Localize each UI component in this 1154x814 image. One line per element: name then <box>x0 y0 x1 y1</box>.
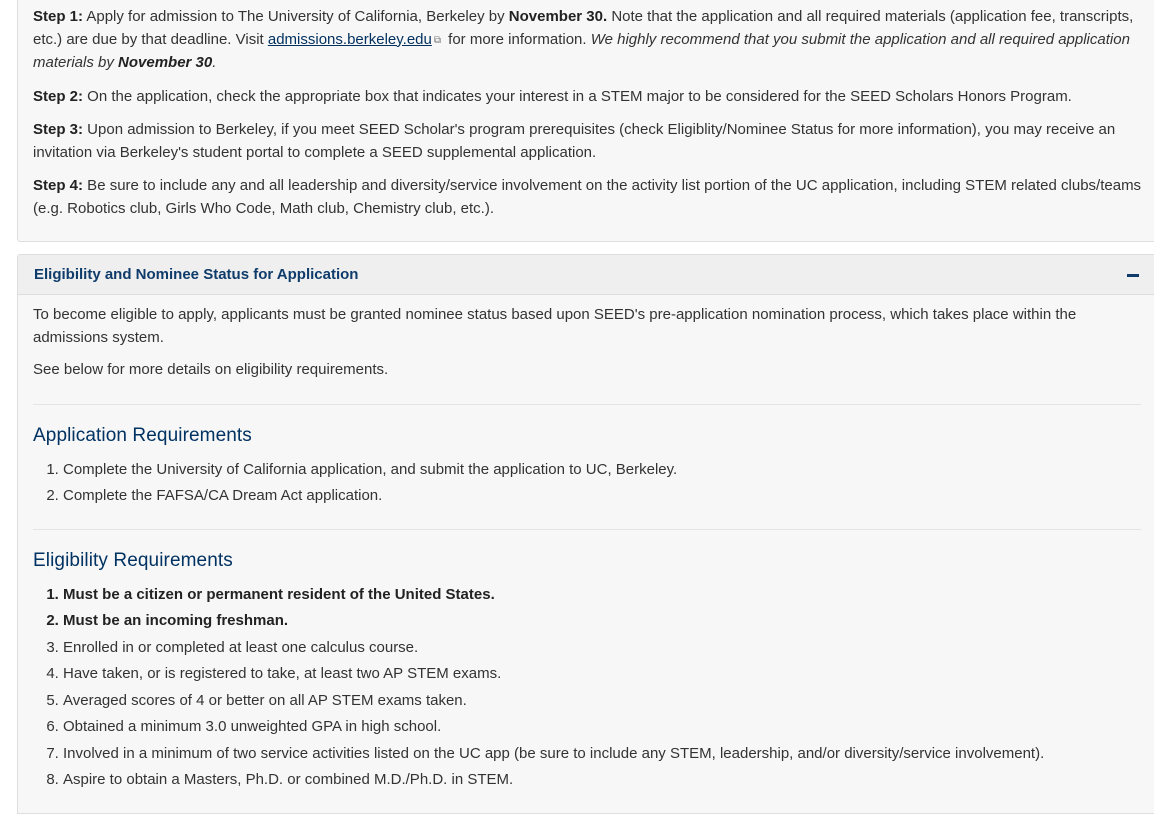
list-item: 2. Complete the FAFSA/CA Dream Act application. <box>63 483 1152 509</box>
external-link-icon: ⧉ <box>433 34 441 46</box>
step-1-emphasis: We highly recommend that you submit the application and all required application materials by November 30. <box>33 30 1130 71</box>
step-1-text-a: Apply for admission to The University of California, Berkeley by <box>83 8 509 25</box>
accordion-header[interactable] <box>18 255 1154 295</box>
steps-panel <box>17 0 1154 242</box>
step-1-emphasis-date: November 30 <box>118 54 213 71</box>
step-1 <box>33 6 1152 75</box>
step-1-text-b: Note that the application and all required materials (application fee, transcripts, etc.) are due by that deadline. Visit <box>33 8 1134 48</box>
application-requirements-list <box>33 457 1152 509</box>
admissions-link[interactable]: admissions.berkeley.edu <box>267 30 432 48</box>
eligibility-intro: To become eligible to apply, applicants must be granted nominee status based upon SEED's pre-application nomination process, which takes place within the admissions system. <box>33 306 1077 346</box>
list-item: 8. Aspire to obtain a Masters, Ph.D. or combined M.D./Ph.D. in STEM. <box>63 767 1152 794</box>
list-item: 1. Must be a citizen or permanent resident of the United States. <box>63 582 1152 609</box>
see-below-text: See below for more details on eligibility requirements. <box>33 361 389 378</box>
step-4-text: Be sure to include any and all leadership and diversity/service involvement on the activity list portion of the UC application, including STEM related clubs/teams (e.g. Robotics club, Girls Who Code, Math club, Chemistry club, etc.). <box>33 177 1142 217</box>
list-item: 6. Obtained a minimum 3.0 unweighted GPA in high school. <box>63 714 1152 741</box>
list-item: 2. Must be an incoming freshman. <box>63 608 1152 635</box>
step-2-text: On the application, check the appropriate box that indicates your interest in a STEM major to be considered for the SEED Scholars Honors Program. <box>83 87 1072 105</box>
eligibility-requirements-list <box>33 582 1152 794</box>
step-3 <box>33 119 1152 164</box>
step-3-text: Upon admission to Berkeley, if you meet SEED Scholar's program prerequisites (check Eligiblity/Nominee Status for more information), you may receive an invitation via Berkeley's student portal to complete a SEED supplemental application. <box>33 121 1116 161</box>
step-1-text-c: for more information. <box>444 30 591 48</box>
divider <box>33 529 1141 530</box>
step-1-deadline: November 30. <box>508 8 608 25</box>
eligibility-accordion <box>17 254 1154 814</box>
list-item: 3. Enrolled in or completed at least one calculus course. <box>63 635 1152 662</box>
step-2 <box>33 86 1152 109</box>
list-item: 5. Averaged scores of 4 or better on all AP STEM exams taken. <box>63 688 1152 715</box>
step-4 <box>33 175 1152 220</box>
minus-icon[interactable] <box>1127 274 1139 277</box>
step-1-label: Step 1: <box>33 8 84 25</box>
accordion-title[interactable]: Eligibility and Nominee Status for Application <box>34 266 359 283</box>
list-item: 7. Involved in a minimum of two service activities listed on the UC app (be sure to include any STEM, leadership, and/or diversity/service involvement). <box>63 741 1152 768</box>
eligibility-requirements-title: Eligibility Requirements <box>33 549 233 571</box>
step-4-label: Step 4: <box>33 177 84 194</box>
accordion-body <box>18 295 1154 794</box>
list-item: 1. Complete the University of California application, and submit the application to UC, Berkeley. <box>63 457 1152 483</box>
step-3-label: Step 3: <box>33 121 84 138</box>
divider <box>33 404 1141 405</box>
list-item: 4. Have taken, or is registered to take, at least two AP STEM exams. <box>63 661 1152 688</box>
step-2-label: Step 2: <box>33 87 84 105</box>
application-requirements-title: Application Requirements <box>33 424 252 446</box>
